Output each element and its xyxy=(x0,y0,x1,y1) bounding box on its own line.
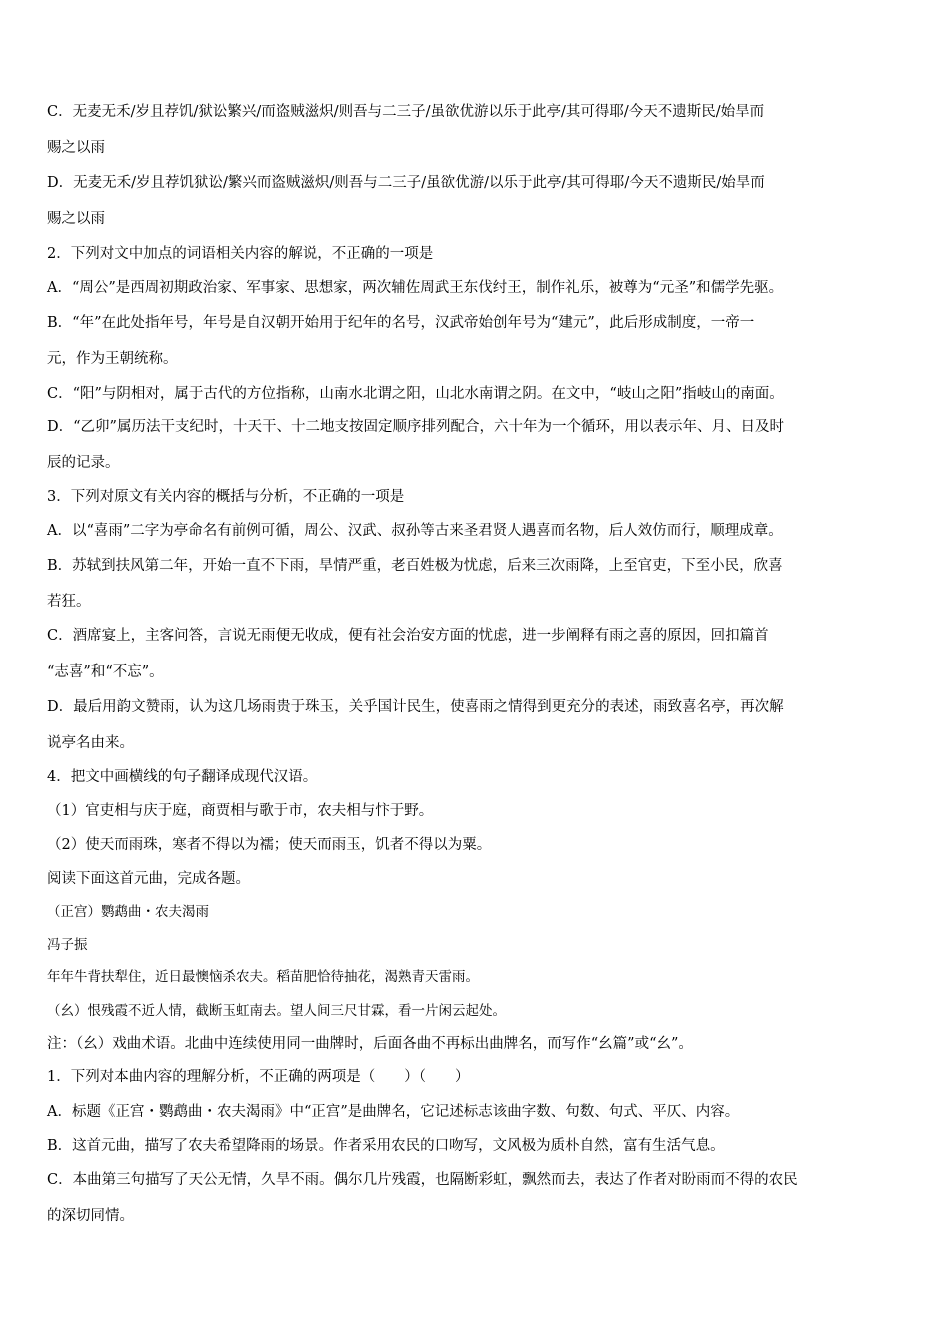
q2-option-a: A．“周公”是西周初期政治家、军事家、思想家，两次辅佐周武王东伐纣王，制作礼乐，被尊为“元圣”和儒学先驱。 xyxy=(47,280,784,296)
reading-instruction: 阅读下面这首元曲，完成各题。 xyxy=(47,871,250,887)
poem-q1-option-c: C．本曲第三句描写了天公无情，久旱不雨。偶尔几片残霞，也隔断彩虹，飘然而去，表达了作者对盼雨而不得的农民 xyxy=(47,1172,798,1188)
poem-q1-option-c-continuation: 的深切同情。 xyxy=(47,1208,134,1224)
q3-option-b: B．苏轼到扶风第二年，开始一直不下雨，旱情严重，老百姓极为忧虑，后来三次雨降，上至官吏，下至小民，欣喜 xyxy=(47,558,783,574)
q3-option-c: C．酒席宴上，主客问答，言说无雨便无收成，便有社会治安方面的忧虑，进一步阐释有雨之喜的原因，回扣篇首 xyxy=(47,628,769,644)
poem-author: 冯子振 xyxy=(47,937,88,953)
poem-question-1: 1．下列对本曲内容的理解分析，不正确的两项是（ ）（ ） xyxy=(47,1069,470,1085)
q2-option-d: D．“乙卯”属历法干支纪时，十天干、十二地支按固定顺序排列配合，六十年为一个循环，用以表示年、月、日及时 xyxy=(47,419,784,435)
q3-option-a: A．以“喜雨”二字为亭命名有前例可循，周公、汉武、叔孙等古来圣君贤人遇喜而名物，后人效仿而行，顺理成章。 xyxy=(47,523,783,539)
option-c-continuation: 赐之以雨 xyxy=(47,140,105,156)
option-d-line: D．无麦无禾/岁且荐饥狱讼/繁兴而盗贼滋炽/则吾与二三子/虽欲优游/以乐于此亭/其可得耶/今天不遗斯民/始旱而 xyxy=(47,175,765,191)
q2-option-c: C．“阳”与阴相对，属于古代的方位指称，山南水北谓之阳，山北水南谓之阴。在文中，“岐山之阳”指岐山的南面。 xyxy=(47,386,784,402)
q2-option-b-continuation: 元，作为王朝统称。 xyxy=(47,351,178,367)
question-4: 4．把文中画横线的句子翻译成现代汉语。 xyxy=(47,769,318,785)
poem-q1-option-a: A．标题《正宫・鹦鹉曲・农夫渴雨》中“正宫”是曲牌名，它记述标志该曲字数、句数、句式、平仄、内容。 xyxy=(47,1104,740,1120)
option-d-continuation: 赐之以雨 xyxy=(47,211,105,227)
q3-option-c-continuation: “志喜”和“不忘”。 xyxy=(47,664,164,680)
q2-option-d-continuation: 辰的记录。 xyxy=(47,455,120,471)
q3-option-d-continuation: 说亭名由来。 xyxy=(47,735,134,751)
poem-title: （正宫）鹦鹉曲・农夫渴雨 xyxy=(47,904,209,920)
q2-option-b: B．“年”在此处指年号，年号是自汉朝开始用于纪年的名号，汉武帝始创年号为“建元”，此后形成制度，一帝一 xyxy=(47,315,755,331)
option-c-line: C．无麦无禾/岁且荐饥/狱讼繁兴/而盗贼滋炽/则吾与二三子/虽欲优游以乐于此亭/其可得耶/今天不遗斯民/始旱而 xyxy=(47,104,765,120)
question-3: 3．下列对原文有关内容的概括与分析，不正确的一项是 xyxy=(47,489,405,505)
q3-option-d: D．最后用韵文赞雨，认为这几场雨贵于珠玉，关乎国计民生，使喜雨之情得到更充分的表述，雨致喜名亭，再次解 xyxy=(47,699,784,715)
q3-option-b-continuation: 若狂。 xyxy=(47,594,91,610)
poem-note: 注：（幺）戏曲术语。北曲中连续使用同一曲牌时，后面各曲不再标出曲牌名，而写作“幺篇”或“幺”。 xyxy=(47,1036,693,1052)
q4-item-2: （2）使天而雨珠，寒者不得以为襦；使天而雨玉，饥者不得以为粟。 xyxy=(47,837,492,853)
poem-q1-option-b: B．这首元曲，描写了农夫希望降雨的场景。作者采用农民的口吻写，文风极为质朴自然，富有生活气息。 xyxy=(47,1138,725,1154)
poem-line-2: （幺）恨残霞不近人情，截断玉虹南去。望人间三尺甘霖，看一片闲云起处。 xyxy=(47,1003,506,1019)
poem-line-1: 年年牛背扶犁住，近日最懊恼杀农夫。稻苗肥恰待抽花，渴熟青天雷雨。 xyxy=(47,969,479,985)
q4-item-1: （1）官吏相与庆于庭，商贾相与歌于市，农夫相与忭于野。 xyxy=(47,803,434,819)
question-2: 2．下列对文中加点的词语相关内容的解说，不正确的一项是 xyxy=(47,246,434,262)
